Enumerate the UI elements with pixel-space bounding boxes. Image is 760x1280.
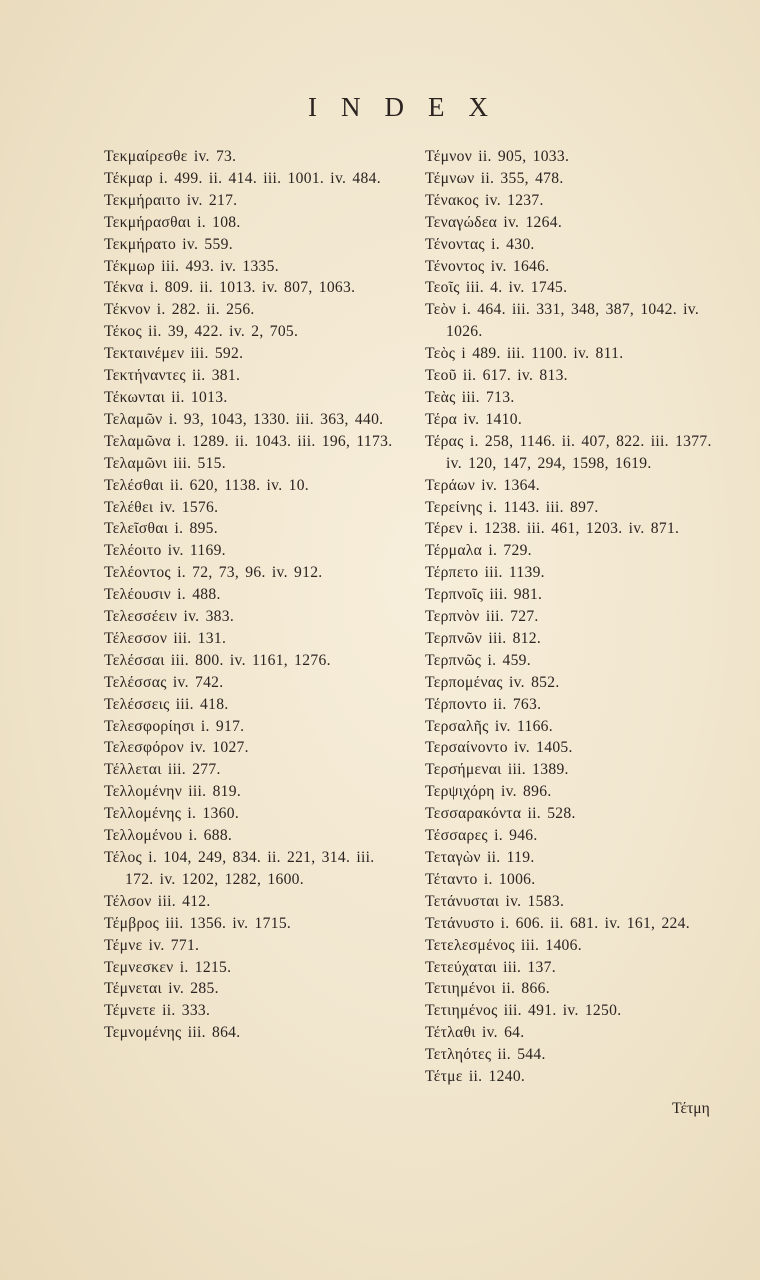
index-entry: Τελαμῶν i. 93, 1043, 1330. iii. 363, 440. <box>104 410 384 428</box>
index-entry: Τελέοντος i. 72, 73, 96. iv. 912. <box>104 564 323 582</box>
index-entry: Τερπνοῖς iii. 981. <box>425 586 543 604</box>
index-entry: Τέκνα i. 809. ii. 1013. iv. 807, 1063. <box>104 279 356 297</box>
index-entry: Τεὸς i 489. iii. 1100. iv. 811. <box>425 345 624 363</box>
index-entry: Τελέοιτο iv. 1169. <box>104 542 226 560</box>
index-entry: Τερπομένας iv. 852. <box>425 673 560 691</box>
index-entry: Τέλος i. 104, 249, 834. ii. 221, 314. iii. 172. iv. 1202, 1282, 1600. <box>104 849 375 888</box>
index-entry: Τεοῖς iii. 4. iv. 1745. <box>425 279 568 297</box>
index-column-left <box>104 146 402 1044</box>
index-entry: Τεκμήρασθαι i. 108. <box>104 213 241 231</box>
index-entry: Τελέσθαι ii. 620, 1138. iv. 10. <box>104 476 310 494</box>
index-entry: Τέτμε ii. 1240. <box>425 1068 526 1086</box>
index-entry: Τελαμῶνα i. 1289. ii. 1043. iii. 196, 1173. <box>104 432 393 450</box>
index-entry: Τετάνυσται iv. 1583. <box>425 892 565 910</box>
index-entry: Τέκμωρ iii. 493. iv. 1335. <box>104 257 279 275</box>
index-entry: Τέρπετο iii. 1139. <box>425 564 545 582</box>
index-entry: Τέμνε iv. 771. <box>104 936 200 954</box>
index-entry: Τέμνετε ii. 333. <box>104 1002 211 1020</box>
page-title: INDEX <box>308 92 512 122</box>
index-entry: Τεὰς iii. 713. <box>425 388 515 406</box>
index-entry: Τένοντος iv. 1646. <box>425 257 550 275</box>
index-entry: Τετάνυστο i. 606. ii. 681. iv. 161, 224. <box>425 914 690 932</box>
index-entry: Τένοντας i. 430. <box>425 235 535 253</box>
index-entry: Τέλσον iii. 412. <box>104 892 211 910</box>
index-entry: Τελέσσας iv. 742. <box>104 673 224 691</box>
index-entry: Τεράων iv. 1364. <box>425 476 540 494</box>
index-entry: Τέρποντο ii. 763. <box>425 695 542 713</box>
index-entry: Τέκωνται ii. 1013. <box>104 388 228 406</box>
index-entry: Τεταγὼν ii. 119. <box>425 849 535 866</box>
index-entry: Τερσαλῆς iv. 1166. <box>425 717 553 735</box>
index-entry: Τέσσαρες i. 946. <box>425 827 538 845</box>
index-entry: Τελλομένης i. 1360. <box>104 805 240 823</box>
index-entry: Τελεσσέειν iv. 383. <box>104 608 235 626</box>
index-entry: Τέρα iv. 1410. <box>425 410 523 428</box>
index-entry: Τεκμαίρεσθε iv. 73. <box>104 148 237 165</box>
index-entry: Τελαμῶνι iii. 515. <box>104 454 226 472</box>
index-entry: Τεκταινέμεν iii. 592. <box>104 345 244 363</box>
index-entry: Τετεύχαται iii. 137. <box>425 958 556 976</box>
index-entry: Τετληότες ii. 544. <box>425 1046 546 1064</box>
index-entry: Τερσήμεναι iii. 1389. <box>425 761 569 779</box>
index-entry: Τεμνεσκεν i. 1215. <box>104 958 232 976</box>
index-entry: Τερσαίνοντο iv. 1405. <box>425 739 573 757</box>
index-entry: Τελέθει iv. 1576. <box>104 498 219 516</box>
index-entry: Τελλομένου i. 688. <box>104 827 233 845</box>
index-entry: Τελέσσαι iii. 800. iv. 1161, 1276. <box>104 651 331 669</box>
index-entry: Τέμνον ii. 905, 1033. <box>425 148 570 165</box>
index-column-right <box>425 146 717 1088</box>
catchword: Τέτμη <box>672 1100 710 1117</box>
index-entry: Τεσσαρακόντα ii. 528. <box>425 805 576 823</box>
index-entry: Τέλεσσον iii. 131. <box>104 629 227 647</box>
index-entry: Τεμνομένης iii. 864. <box>104 1024 241 1042</box>
index-entry: Τέταντο i. 1006. <box>425 870 536 888</box>
index-entry: Τέρμαλα i. 729. <box>425 542 532 560</box>
index-entry: Τέρας i. 258, 1146. ii. 407, 822. iii. 1377. iv. 120, 147, 294, 1598, 1619. <box>425 432 712 472</box>
index-entry: Τεναγώδεα iv. 1264. <box>425 213 563 231</box>
index-entry: Τέρεν i. 1238. iii. 461, 1203. iv. 871. <box>425 520 680 538</box>
index-entry: Τελλομένην iii. 819. <box>104 783 242 801</box>
index-entry: Τεὸν i. 464. iii. 331, 348, 387, 1042. iv. 1026. <box>425 301 700 341</box>
index-entry: Τελέουσιν i. 488. <box>104 586 221 604</box>
index-entry: Τερείνης i. 1143. iii. 897. <box>425 498 599 516</box>
index-entry: Τετιημένοι ii. 866. <box>425 980 550 998</box>
index-entry: Τέκος ii. 39, 422. iv. 2, 705. <box>104 323 299 341</box>
index-entry: Τένακος iv. 1237. <box>425 191 544 209</box>
index-entry: Τελέσσεις iii. 418. <box>104 695 229 713</box>
index-entry: Τερψιχόρη iv. 896. <box>425 783 552 801</box>
index-entry: Τέμνεται iv. 285. <box>104 980 219 998</box>
index-entry: Τετιημένος iii. 491. iv. 1250. <box>425 1002 622 1020</box>
index-entry: Τέκνον i. 282. ii. 256. <box>104 301 255 319</box>
index-entry: Τέμβρος iii. 1356. iv. 1715. <box>104 914 292 932</box>
index-entry: Τέλλεται iii. 277. <box>104 761 221 779</box>
index-entry: Τελεῖσθαι i. 895. <box>104 520 218 538</box>
index-entry: Τεκμήρατο iv. 559. <box>104 235 233 253</box>
index-entry: Τέκμαρ i. 499. ii. 414. iii. 1001. iv. 484. <box>104 169 381 187</box>
index-entry: Τεκτήναντες ii. 381. <box>104 367 241 385</box>
index-entry: Τεκμήραιτο iv. 217. <box>104 191 238 209</box>
index-entry: Τερπνῶς i. 459. <box>425 651 531 669</box>
index-entry: Τεοῦ ii. 617. iv. 813. <box>425 367 568 385</box>
index-entry: Τέτλαθι iv. 64. <box>425 1024 525 1042</box>
index-entry: Τελεσφόρον iv. 1027. <box>104 739 249 757</box>
index-entry: Τελεσφορίησι i. 917. <box>104 717 245 735</box>
index-entry: Τερπνὸν iii. 727. <box>425 608 539 626</box>
index-entry: Τέμνων ii. 355, 478. <box>425 169 564 187</box>
index-entry: Τετελεσμένος iii. 1406. <box>425 936 582 954</box>
index-entry: Τερπνῶν iii. 812. <box>425 629 542 647</box>
